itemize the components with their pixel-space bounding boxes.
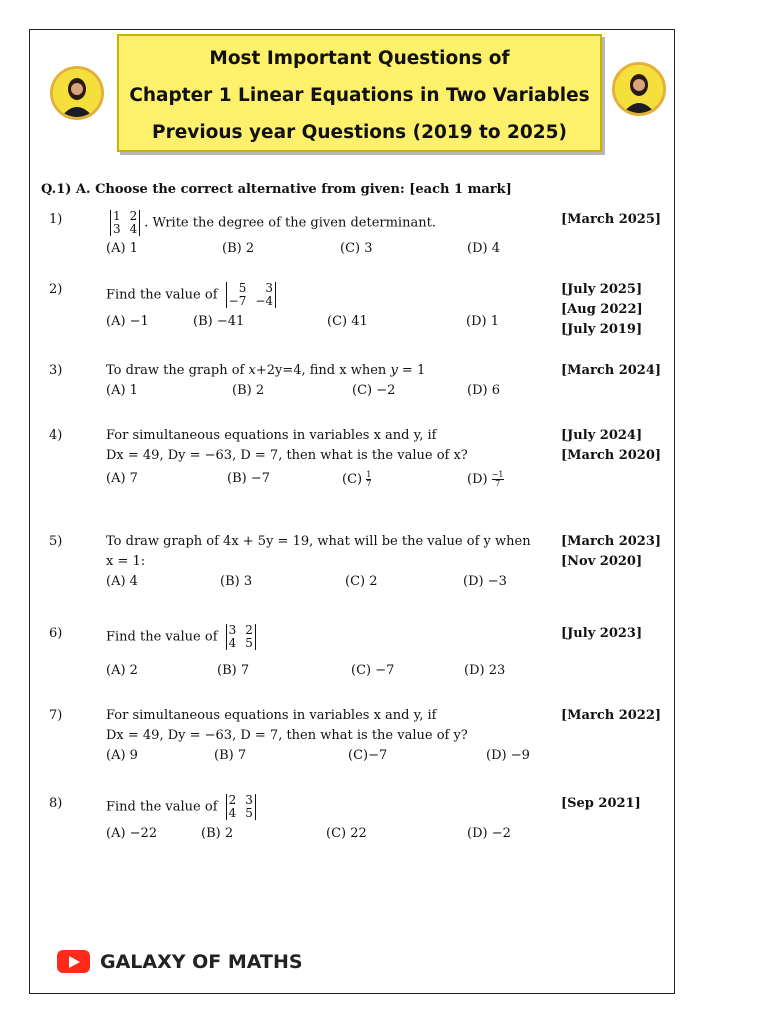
- section-header: Q.1) A. Choose the correct alternative from given: [each 1 mark]: [41, 182, 512, 197]
- question-text-line-1: For simultaneous equations in variables x and y, if: [106, 708, 437, 723]
- brand-name: GALAXY OF MATHS: [100, 950, 303, 973]
- exam-tag: [July 2025]: [561, 282, 643, 297]
- title-line-3: Previous year Questions (2019 to 2025): [152, 122, 567, 143]
- question-text: Find the value of 2 3 4 5: [106, 794, 260, 820]
- question-number: 5): [49, 534, 63, 549]
- option-c: (C) 22: [326, 826, 367, 841]
- teacher-avatar-right: [612, 62, 666, 116]
- determinant: 1 2 3 4: [108, 210, 142, 236]
- title-line-2: Chapter 1 Linear Equations in Two Variables: [129, 85, 590, 106]
- option-b: (B) −41: [193, 314, 245, 329]
- option-d: (D) −2: [467, 826, 511, 841]
- option-b: (B) −7: [227, 471, 270, 486]
- question-number: 8): [49, 796, 63, 811]
- exam-tag: [Sep 2021]: [561, 796, 641, 811]
- exam-tag: [July 2019]: [561, 322, 643, 337]
- option-d: (D) 4: [467, 241, 500, 256]
- option-b: (B) 7: [214, 748, 247, 763]
- option-b: (B) 3: [220, 574, 253, 589]
- question-text-line-2: x = 1:: [106, 554, 146, 569]
- exam-tag: [July 2023]: [561, 626, 643, 641]
- question-number: 1): [49, 212, 63, 227]
- option-b: (B) 2: [201, 826, 234, 841]
- youtube-icon: [57, 950, 90, 973]
- fraction: $\frac{-1}{7}$: [491, 470, 504, 488]
- question-text-line-2: Dx = 49, Dy = −63, D = 7, then what is the value of x?: [106, 448, 468, 463]
- option-b: (B) 2: [232, 383, 265, 398]
- option-c: (C) $\frac{1}{7}$: [342, 470, 372, 488]
- question-number: 7): [49, 708, 63, 723]
- option-a: (A) 9: [106, 748, 138, 763]
- exam-tag: [Nov 2020]: [561, 554, 643, 569]
- title-line-1: Most Important Questions of: [209, 48, 510, 69]
- option-a: (A) 7: [106, 471, 138, 486]
- option-d: (D) 1: [466, 314, 499, 329]
- footer-brand: [57, 950, 303, 973]
- title-banner: [117, 34, 602, 152]
- option-a: (A) 1: [106, 383, 138, 398]
- exam-tag: [Aug 2022]: [561, 302, 643, 317]
- option-a: (A) 2: [106, 663, 138, 678]
- option-a: (A) −22: [106, 826, 158, 841]
- determinant: 2 3 4 5: [224, 794, 258, 820]
- teacher-avatar-left: [50, 66, 104, 120]
- exam-tag: [March 2024]: [561, 363, 662, 378]
- option-d: (D) $\frac{-1}{7}$: [467, 470, 504, 488]
- option-c: (C) 2: [345, 574, 378, 589]
- option-d: (D) −9: [486, 748, 530, 763]
- exam-tag: [July 2024]: [561, 428, 643, 443]
- option-b: (B) 7: [217, 663, 250, 678]
- question-number: 4): [49, 428, 63, 443]
- option-d: (D) −3: [463, 574, 507, 589]
- exam-tag: [March 2022]: [561, 708, 662, 723]
- question-text-line-2: Dx = 49, Dy = −63, D = 7, then what is the value of y?: [106, 728, 468, 743]
- fraction: $\frac{1}{7}$: [366, 470, 372, 488]
- option-a: (A) −1: [106, 314, 149, 329]
- option-c: (C) −2: [352, 383, 396, 398]
- question-text: Find the value of 3 2 4 5: [106, 624, 260, 650]
- question-number: 3): [49, 363, 63, 378]
- option-c: (C) 3: [340, 241, 373, 256]
- determinant: 5 3 −7 −4: [224, 282, 278, 308]
- option-c: (C) −7: [351, 663, 395, 678]
- question-text-line-1: To draw graph of 4x + 5y = 19, what will be the value of y when: [106, 534, 531, 549]
- question-number: 2): [49, 282, 63, 297]
- option-a: (A) 1: [106, 241, 138, 256]
- option-b: (B) 2: [222, 241, 255, 256]
- option-d: (D) 23: [464, 663, 506, 678]
- option-d: (D) 6: [467, 383, 500, 398]
- exam-tag: [March 2020]: [561, 448, 662, 463]
- page-border: [29, 29, 675, 994]
- question-text: To draw the graph of x+2y=4, find x when y = 1: [106, 363, 426, 378]
- exam-tag: [March 2023]: [561, 534, 662, 549]
- question-text: 1 2 3 4 . Write the degree of the given determinant.: [106, 210, 436, 236]
- exam-tag: [March 2025]: [561, 212, 662, 227]
- question-text: Find the value of 5 3 −7 −4: [106, 282, 280, 308]
- determinant: 3 2 4 5: [224, 624, 258, 650]
- option-c: (C)−7: [348, 748, 388, 763]
- option-a: (A) 4: [106, 574, 138, 589]
- question-number: 6): [49, 626, 63, 641]
- question-text-line-1: For simultaneous equations in variables x and y, if: [106, 428, 437, 443]
- option-c: (C) 41: [327, 314, 368, 329]
